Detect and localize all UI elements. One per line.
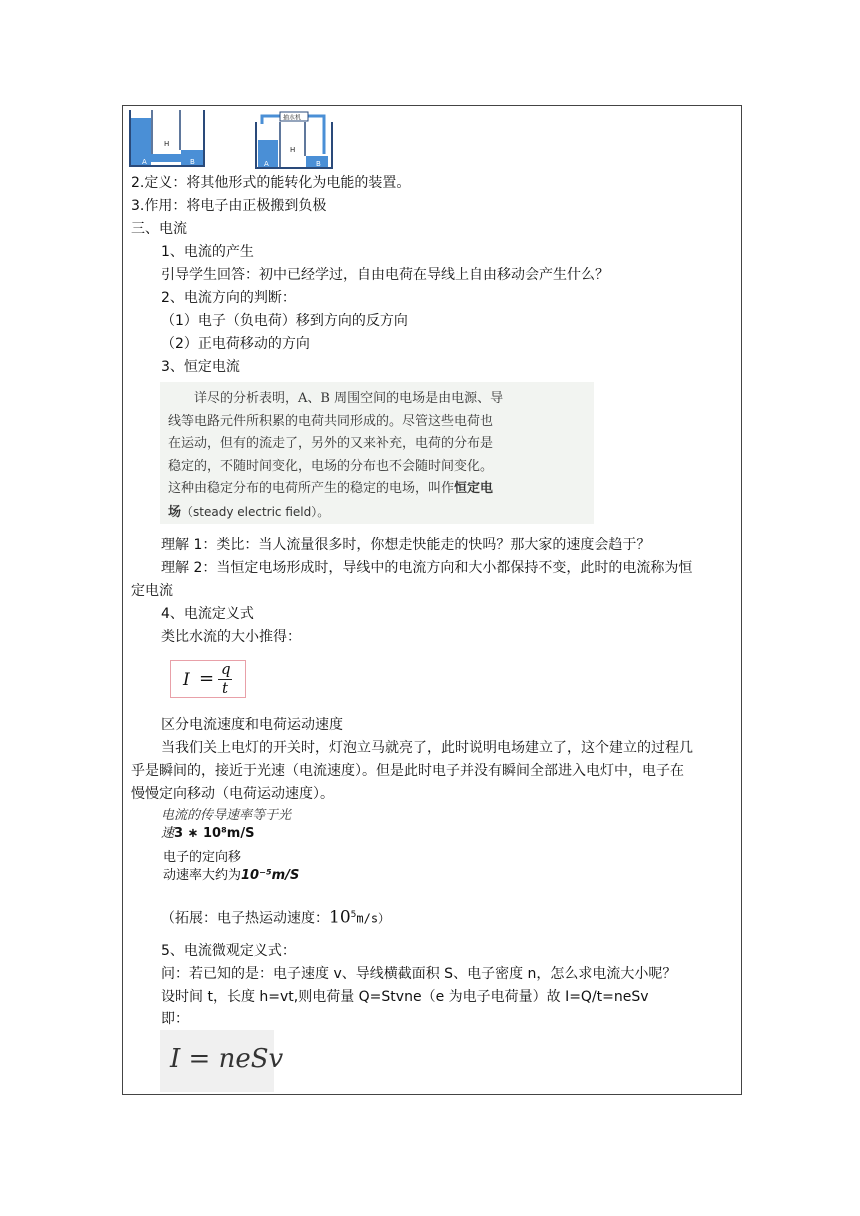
paragraph-line-1: 当我们关上电灯的开关时，灯泡立马就亮了，此时说明电场建立了，这个建立的过程几: [161, 740, 693, 756]
excerpt-line: 线等电路元件所积累的电荷共同形成的。尽管这些电荷也: [168, 413, 494, 429]
subsection-3-heading: 3、恒定电流: [161, 359, 240, 375]
excerpt-bold-term: 场: [168, 504, 182, 520]
water-tank-diagram-left: [128, 108, 208, 170]
excerpt-bold-term: 恒定电: [454, 481, 494, 496]
light-speed-value: 3 ∗ 10⁸m/S: [174, 826, 255, 841]
current-definition-formula: [170, 660, 246, 698]
diagram-label-a: A: [264, 160, 269, 168]
subsection-4-subtitle: 类比水流的大小推得：: [161, 629, 301, 645]
subsection-2-item-a: （1）电子（负电荷）移到方向的反方向: [161, 313, 408, 329]
subsection-5-heading: 5、电流微观定义式：: [161, 943, 296, 959]
paragraph-line-2: 乎是瞬间的，接近于光速（电流速度）。但是此时电子并没有瞬间全部进入电灯中，电子在: [131, 763, 684, 779]
water-tank-diagram-right: [250, 110, 340, 172]
understanding-2-line-2: 定电流: [131, 583, 173, 599]
excerpt-line: 详尽的分析表明，A、B 周围空间的电场是由电源、导: [194, 391, 504, 406]
excerpt-line: 场（steady electric field）。: [168, 504, 330, 520]
role-line: 3.作用：将电子由正极搬到负极: [131, 198, 327, 214]
formula-lhs: I: [183, 670, 190, 690]
speed-note-2-line-1: 电子的定向移: [163, 850, 242, 865]
formula-denominator: t: [222, 679, 229, 697]
subsection-2-heading: 2、电流方向的判断：: [161, 290, 296, 306]
diagram-label-h: H: [290, 146, 296, 154]
thermal-speed-note: （拓展：电子热运动速度：$10^5m/s$）: [161, 907, 391, 928]
subsection-1-question: 引导学生回答：初中已经学过，自由电荷在导线上自由移动会产生什么？: [161, 267, 609, 283]
subsection-4-heading: 4、电流定义式: [161, 606, 254, 622]
diagram-label-a: A: [142, 158, 147, 166]
understanding-2-line-1: 理解 2：当恒定电场形成时，导线中的电流方向和大小都保持不变，此时的电流称为恒: [161, 560, 693, 576]
diagram-label-b: B: [316, 160, 321, 168]
formula-equals: =: [199, 668, 215, 689]
subsection-5-derivation: 设时间 t，长度 h=vt,则电荷量 Q=Stvne（e 为电子电荷量）故 I=Q/t=neSv: [161, 989, 649, 1005]
distinguish-heading: 区分电流速度和电荷运动速度: [161, 717, 343, 733]
speed-note-1-line-2: 速3 ∗ 10⁸m/S: [161, 826, 255, 841]
definition-line: 2.定义：将其他形式的能转化为电能的装置。: [131, 175, 411, 191]
microscopic-current-formula: [160, 1030, 284, 1092]
diagram-label-h: H: [164, 140, 170, 148]
subsection-5-ji: 即：: [161, 1011, 189, 1027]
pump-label: 抽水机: [283, 114, 302, 122]
formula-numerator: q: [221, 660, 231, 678]
subsection-5-question: 问：若已知的是：电子速度 v、导线横截面积 S、电子密度 n，怎么求电流大小呢？: [161, 966, 677, 982]
excerpt-line: 这种由稳定分布的电荷所产生的稳定的电场，叫作恒定电: [168, 481, 494, 496]
understanding-1: 理解 1：类比：当人流量很多时，你想走快能走的快吗？那大家的速度会趋于？: [161, 537, 651, 553]
excerpt-line: 稳定的，不随时间变化，电场的分布也不会随时间变化。: [168, 458, 494, 474]
drift-speed-value: 10⁻⁵m/S: [241, 868, 300, 883]
speed-note-2-line-2: 动速率大约为10⁻⁵m/S: [163, 868, 300, 883]
excerpt-line: 在运动，但有的流走了，另外的又来补充，电荷的分布是: [168, 436, 494, 451]
diagram-label-b: B: [190, 158, 195, 166]
section-heading-current: 三、电流: [131, 221, 187, 237]
subsection-1-heading: 1、电流的产生: [161, 244, 254, 260]
subsection-2-item-b: （2）正电荷移动的方向: [161, 336, 310, 352]
paragraph-line-3: 慢慢定向移动（电荷运动速度）。: [131, 786, 334, 802]
speed-note-1-line-1: 电流的传导速率等于光: [161, 808, 292, 823]
textbook-excerpt: [160, 382, 594, 524]
formula-text: I = neSv: [170, 1044, 284, 1074]
